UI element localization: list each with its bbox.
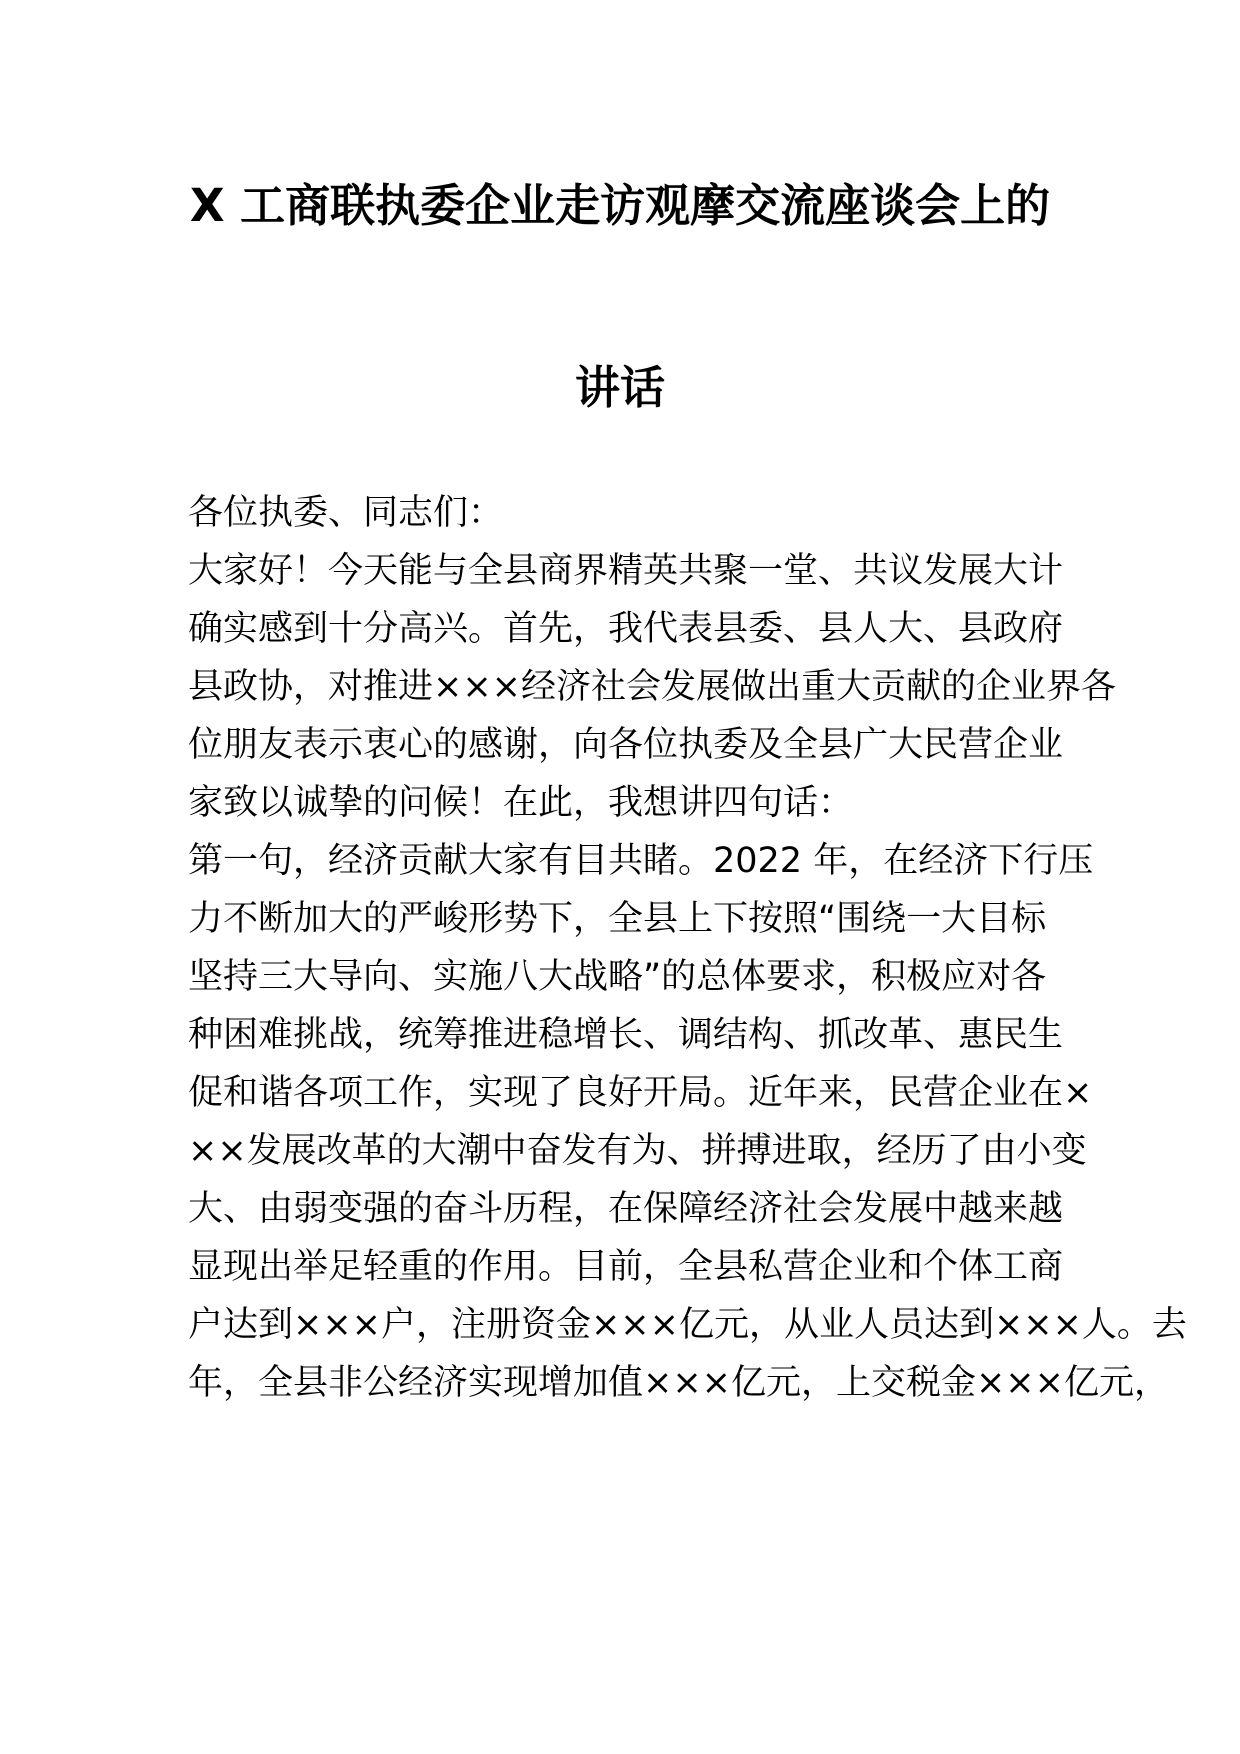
salutation: 各位执委、同志们： [188,493,504,533]
text-line: 确实感到十分高兴。首先，我代表县委、县人大、县政府 [188,609,1064,649]
text-line: 力不断加大的严峻形势下，全县上下按照“围绕一大目标 [188,899,1047,939]
text-line: 促和谐各项工作，实现了良好开局。近年来，民营企业在× [188,1073,1093,1113]
text-line: 位朋友表示衷心的感谢，向各位执委及全县广大民营企业 [188,725,1064,765]
text-line: 第一句，经济贡献大家有目共睹。2022 年，在经济下行压 [188,841,1094,881]
text-line: 大、由弱变强的奋斗历程，在保障经济社会发展中越来越 [188,1189,1064,1229]
text-line: 家致以诚挚的问候！在此，我想讲四句话： [188,783,854,823]
document-title-line-1: X 工商联执委企业走访观摩交流座谈会上的 [189,179,1051,232]
text-line: 种困难挑战，统筹推进稳增长、调结构、抓改革、惠民生 [188,1015,1064,1055]
text-line: 年，全县非公经济实现增加值×××亿元，上交税金×××亿元， [188,1363,1169,1403]
text-line: 大家好！今天能与全县商界精英共聚一堂、共议发展大计 [188,551,1064,591]
text-line: 户达到×××户，注册资金×××亿元，从业人员达到×××人。去 [188,1305,1187,1345]
text-line: ××发展改革的大潮中奋发有为、拼搏进取，经历了由小变 [188,1131,1087,1171]
text-line: 县政协，对推进×××经济社会发展做出重大贡献的企业界各 [188,667,1116,707]
document-title-line-2: 讲话 [574,361,665,414]
text-line: 坚持三大导向、实施八大战略”的总体要求，积极应对各 [188,957,1047,997]
text-line: 显现出举足轻重的作用。目前，全县私营企业和个体工商 [188,1247,1064,1287]
